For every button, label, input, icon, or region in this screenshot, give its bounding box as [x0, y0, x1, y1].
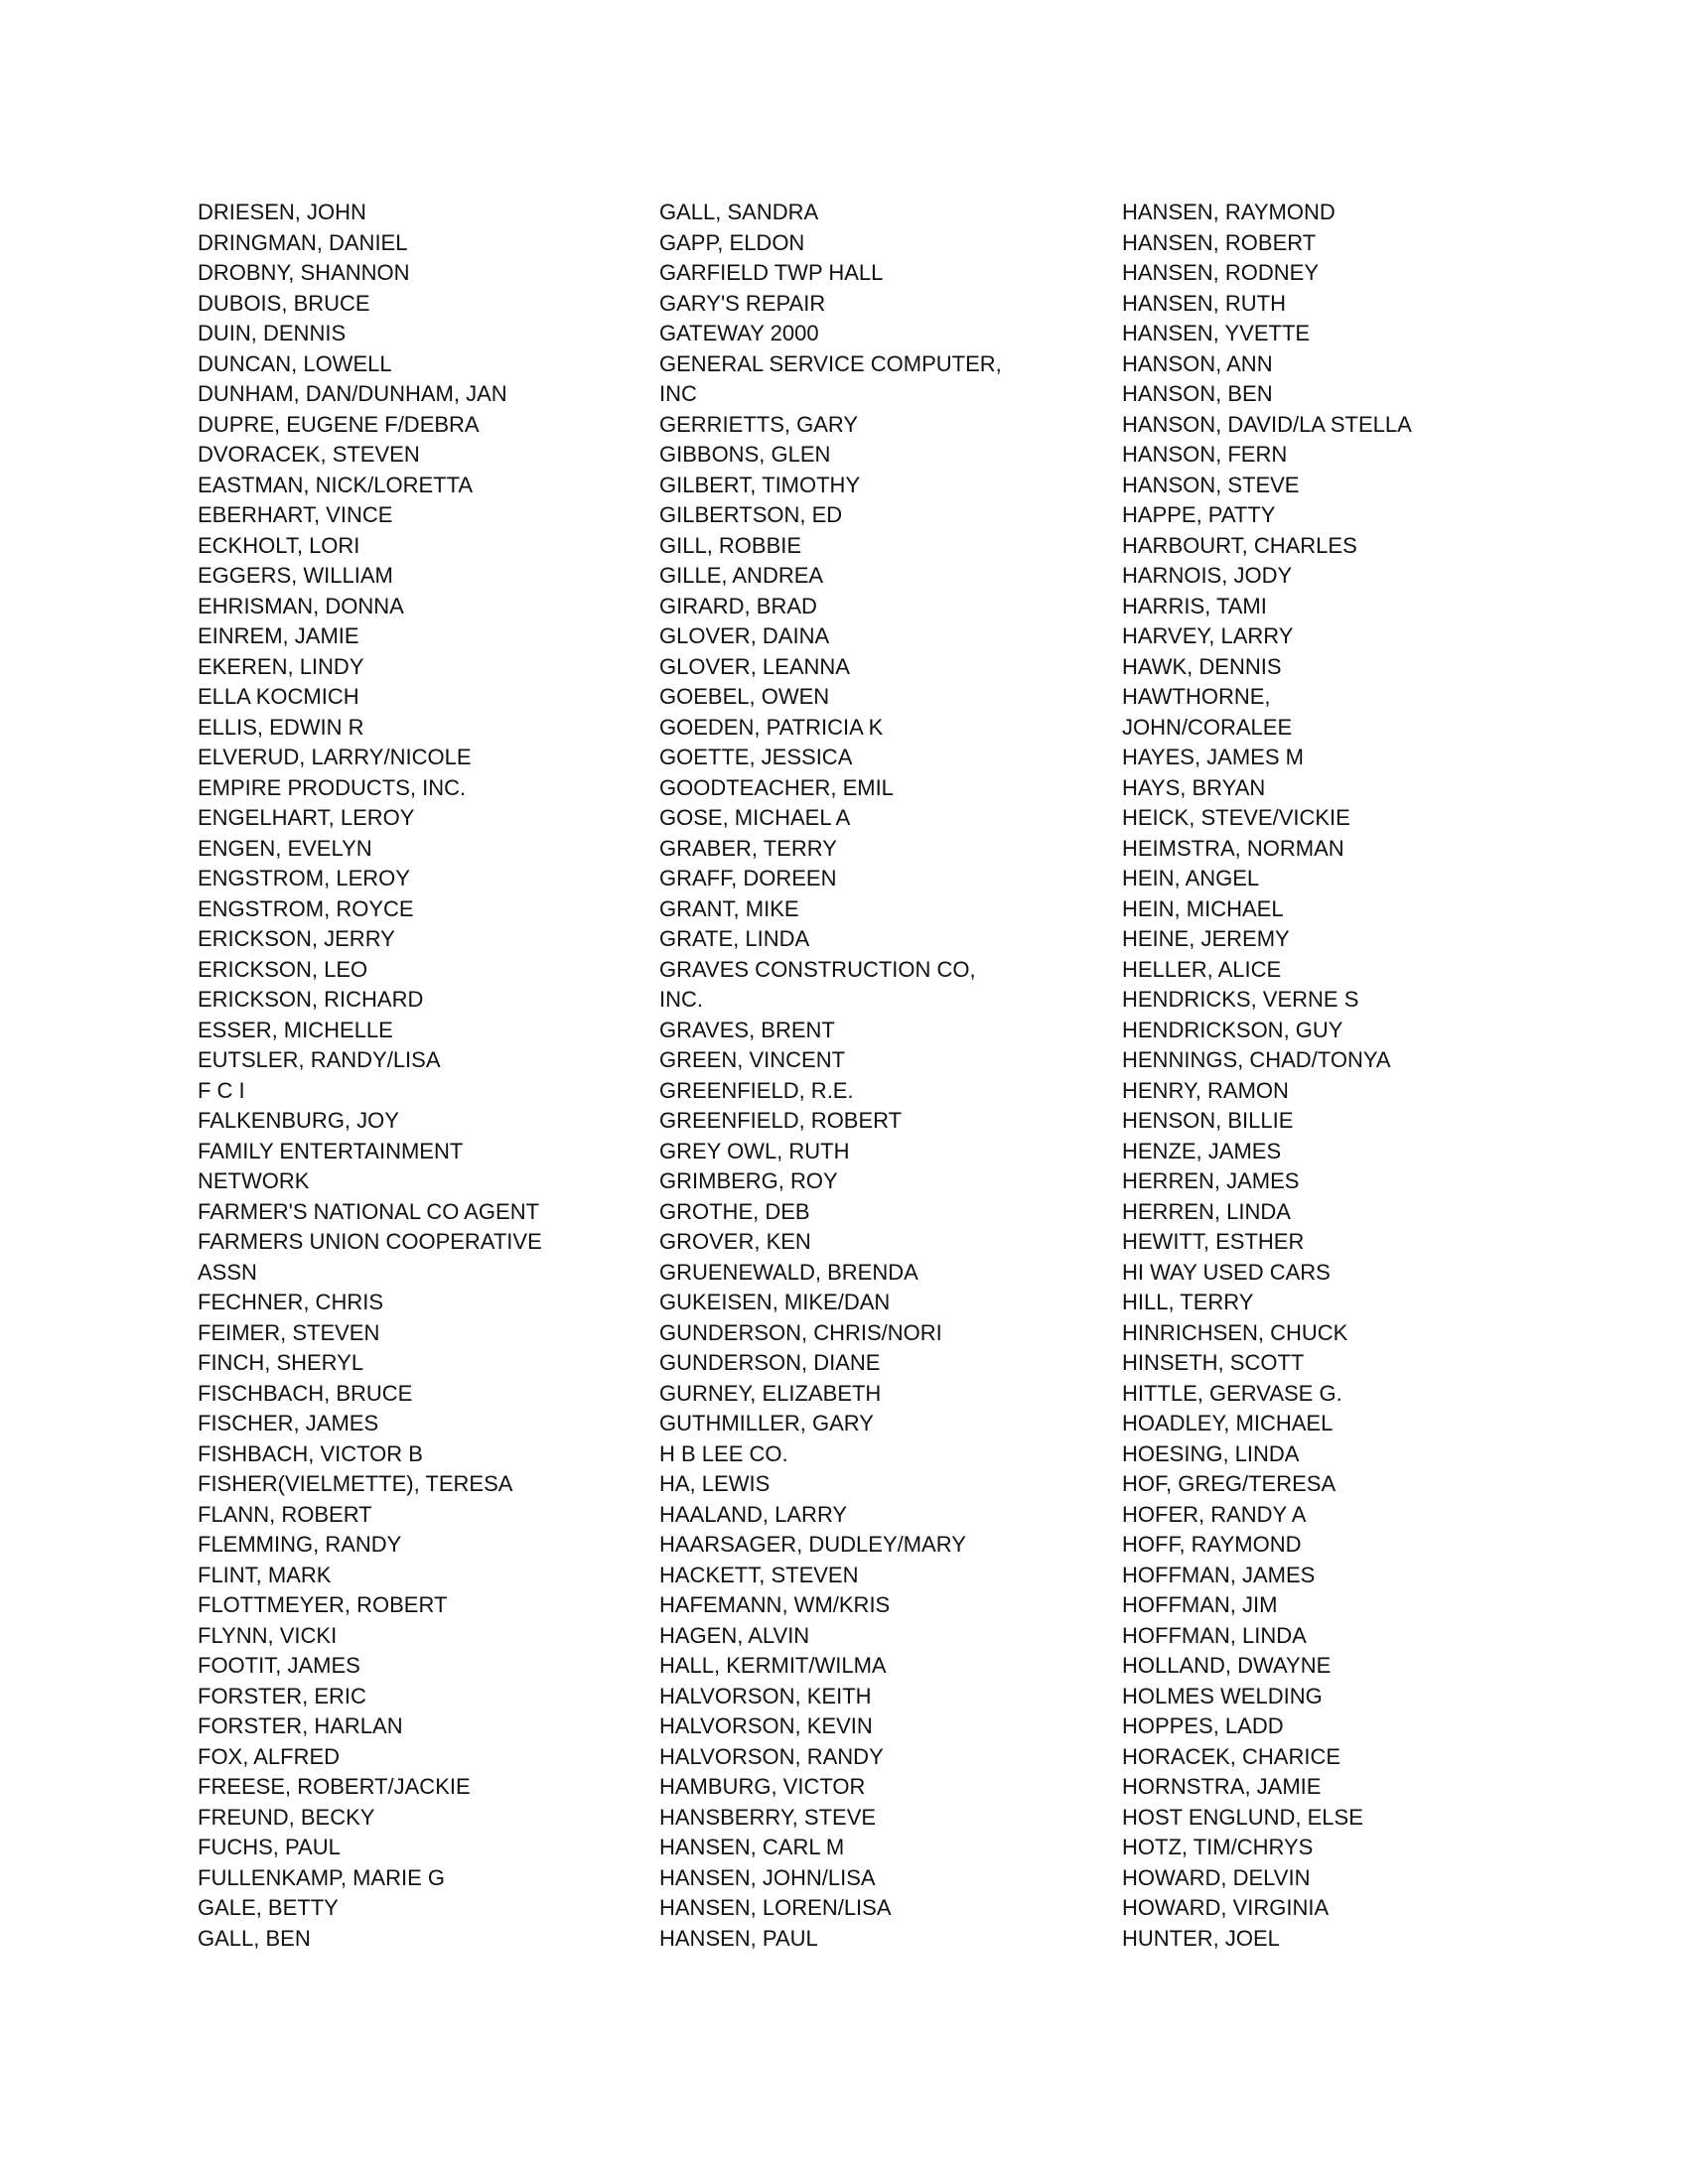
name-entry: GRATE, LINDA	[659, 926, 810, 951]
name-entry: HENNINGS, CHAD/TONYA	[1122, 1047, 1391, 1072]
name-entry: HAWK, DENNIS	[1122, 653, 1282, 679]
name-entry: GOSE, MICHAEL A	[659, 805, 851, 830]
name-entry: FORSTER, ERIC	[198, 1683, 366, 1708]
name-entry: ELVERUD, LARRY/NICOLE	[198, 745, 472, 769]
name-entry: HARBOURT, CHARLES	[1122, 532, 1357, 558]
name-entry: HOLMES WELDING	[1122, 1683, 1323, 1708]
name-entry: FLOTTMEYER, ROBERT	[198, 1592, 448, 1617]
name-entry: HI WAY USED CARS	[1122, 1259, 1331, 1285]
name-entry: HOADLEY, MICHAEL	[1122, 1411, 1334, 1435]
name-entry: HEIMSTRA, NORMAN	[1122, 835, 1344, 861]
name-entry: GILBERT, TIMOTHY	[659, 472, 861, 497]
name-entry: HANSEN, YVETTE	[1122, 321, 1311, 345]
name-entry: ESSER, MICHELLE	[198, 1017, 393, 1042]
name-entry: HAYS, BRYAN	[1122, 774, 1266, 800]
name-entry: GRANT, MIKE	[659, 895, 799, 921]
name-entry: HANSON, BEN	[1122, 381, 1273, 406]
name-column-3	[1122, 198, 1559, 1954]
name-entry: DUBOIS, BRUCE	[198, 290, 370, 316]
name-entry: HORACEK, CHARICE	[1122, 1743, 1341, 1769]
name-entry: GREENFIELD, ROBERT	[659, 1108, 903, 1133]
name-entry: HOWARD, VIRGINIA	[1122, 1895, 1330, 1920]
name-entry: HANSEN, RAYMOND	[1122, 200, 1336, 224]
name-entry: HORNSTRA, JAMIE	[1122, 1774, 1322, 1799]
name-entry: GUTHMILLER, GARY	[659, 1411, 874, 1435]
name-entry: HAALAND, LARRY	[659, 1501, 848, 1527]
name-entry: GOEBEL, OWEN	[659, 684, 830, 709]
name-entry: GILBERTSON, ED	[659, 502, 843, 527]
name-entry: GUNDERSON, DIANE	[659, 1350, 881, 1375]
name-entry: FARMERS UNION COOPERATIVE	[198, 1229, 542, 1254]
name-entry: HA, LEWIS	[659, 1471, 771, 1496]
name-entry: HOPPES, LADD	[1122, 1713, 1284, 1738]
name-entry: INC	[659, 381, 697, 406]
name-entry: HOESING, LINDA	[1122, 1440, 1300, 1466]
name-entry: FISHER(VIELMETTE), TERESA	[198, 1471, 513, 1496]
name-entry: ERICKSON, RICHARD	[198, 987, 424, 1012]
name-entry: HOTZ, TIM/CHRYS	[1122, 1835, 1314, 1859]
name-entry: HALL, KERMIT/WILMA	[659, 1653, 887, 1678]
name-entry: ELLIS, EDWIN R	[198, 714, 364, 740]
name-entry: GARY'S REPAIR	[659, 290, 826, 316]
name-entry: HERREN, LINDA	[1122, 1198, 1291, 1224]
name-entry: GRIMBERG, ROY	[659, 1168, 838, 1193]
name-entry: HENDRICKS, VERNE S	[1122, 987, 1359, 1012]
name-entry: EINREM, JAMIE	[198, 623, 359, 648]
name-entry: HINSETH, SCOTT	[1122, 1350, 1305, 1375]
name-entry: HOWARD, DELVIN	[1122, 1864, 1311, 1890]
name-entry: FOOTIT, JAMES	[198, 1653, 360, 1678]
name-entry: FLYNN, VICKI	[198, 1622, 338, 1648]
name-entry: HEINE, JEREMY	[1122, 926, 1290, 951]
name-entry: GAPP, ELDON	[659, 229, 805, 255]
name-entry: GLOVER, LEANNA	[659, 653, 850, 679]
name-entry: GREENFIELD, R.E.	[659, 1077, 854, 1103]
name-entry: GENERAL SERVICE COMPUTER,	[659, 350, 1002, 376]
name-entry: EUTSLER, RANDY/LISA	[198, 1047, 441, 1072]
name-entry: NETWORK	[198, 1168, 310, 1193]
name-entry: HAPPE, PATTY	[1122, 502, 1276, 527]
name-entry: EMPIRE PRODUCTS, INC.	[198, 774, 467, 800]
name-entry: HARNOIS, JODY	[1122, 563, 1293, 588]
name-entry: INC.	[659, 987, 703, 1012]
name-entry: HENDRICKSON, GUY	[1122, 1017, 1343, 1042]
name-entry: HANSEN, PAUL	[659, 1925, 818, 1951]
name-entry: HOFFMAN, JAMES	[1122, 1562, 1316, 1587]
name-entry: HACKETT, STEVEN	[659, 1562, 859, 1587]
name-entry: GOETTE, JESSICA	[659, 745, 853, 769]
name-entry: ELLA KOCMICH	[198, 684, 359, 709]
name-entry: HOF, GREG/TERESA	[1122, 1471, 1336, 1496]
name-entry: H B LEE CO.	[659, 1440, 788, 1466]
name-entry: GIBBONS, GLEN	[659, 442, 831, 467]
name-entry: ERICKSON, JERRY	[198, 926, 395, 951]
name-entry: EASTMAN, NICK/LORETTA	[198, 472, 474, 497]
name-entry: ENGSTROM, ROYCE	[198, 895, 414, 921]
name-entry: HAGEN, ALVIN	[659, 1622, 810, 1648]
name-entry: GUKEISEN, MIKE/DAN	[659, 1290, 891, 1314]
name-entry: HAARSAGER, DUDLEY/MARY	[659, 1532, 966, 1557]
name-entry: FREUND, BECKY	[198, 1804, 375, 1830]
name-entry: HANSEN, RODNEY	[1122, 260, 1320, 285]
name-entry: JOHN/CORALEE	[1122, 714, 1293, 740]
name-entry: HOLLAND, DWAYNE	[1122, 1653, 1332, 1678]
name-entry: HANSBERRY, STEVE	[659, 1804, 877, 1830]
name-entry: HALVORSON, KEVIN	[659, 1713, 873, 1738]
name-entry: DRIESEN, JOHN	[198, 200, 366, 224]
name-entry: HILL, TERRY	[1122, 1290, 1254, 1314]
name-entry: GALL, BEN	[198, 1925, 311, 1951]
name-column-1	[198, 198, 634, 1954]
name-entry: HOFF, RAYMOND	[1122, 1532, 1302, 1557]
name-entry: DUIN, DENNIS	[198, 321, 347, 345]
name-entry: HANSON, DAVID/LA STELLA	[1122, 411, 1412, 437]
name-entry: HEIN, MICHAEL	[1122, 895, 1284, 921]
name-entry: FOX, ALFRED	[198, 1743, 341, 1769]
name-entry: FREESE, ROBERT/JACKIE	[198, 1774, 471, 1799]
name-entry: HENSON, BILLIE	[1122, 1108, 1294, 1133]
name-entry: GROTHE, DEB	[659, 1198, 810, 1224]
name-entry: FAMILY ENTERTAINMENT	[198, 1138, 464, 1163]
name-entry: FARMER'S NATIONAL CO AGENT	[198, 1198, 540, 1224]
name-entry: FINCH, SHERYL	[198, 1350, 364, 1375]
name-entry: HARRIS, TAMI	[1122, 593, 1267, 618]
name-entry: HAFEMANN, WM/KRIS	[659, 1592, 891, 1617]
name-entry: ERICKSON, LEO	[198, 956, 368, 982]
name-entry: HANSEN, ROBERT	[1122, 229, 1317, 255]
name-entry: FLINT, MARK	[198, 1562, 332, 1587]
name-entry: HEICK, STEVE/VICKIE	[1122, 805, 1350, 830]
name-entry: HAWTHORNE,	[1122, 684, 1271, 709]
name-entry: FALKENBURG, JOY	[198, 1108, 399, 1133]
name-entry: GIRARD, BRAD	[659, 593, 817, 618]
name-entry: HOST ENGLUND, ELSE	[1122, 1804, 1363, 1830]
name-entry: GARFIELD TWP HALL	[659, 260, 884, 285]
name-entry: HOFFMAN, LINDA	[1122, 1622, 1307, 1648]
name-entry: HANSON, FERN	[1122, 442, 1288, 467]
name-entry: GRAFF, DOREEN	[659, 866, 837, 890]
name-entry: HINRICHSEN, CHUCK	[1122, 1319, 1348, 1345]
name-entry: GREY OWL, RUTH	[659, 1138, 850, 1163]
name-entry: GURNEY, ELIZABETH	[659, 1380, 882, 1406]
name-entry: HALVORSON, RANDY	[659, 1743, 884, 1769]
name-entry: DUPRE, EUGENE F/DEBRA	[198, 411, 480, 437]
name-entry: EGGERS, WILLIAM	[198, 563, 393, 588]
name-entry: FLEMMING, RANDY	[198, 1532, 402, 1557]
name-entry: ENGELHART, LEROY	[198, 805, 415, 830]
name-entry: EHRISMAN, DONNA	[198, 593, 404, 618]
name-entry: HENRY, RAMON	[1122, 1077, 1289, 1103]
name-entry: HAMBURG, VICTOR	[659, 1774, 866, 1799]
name-entry: FULLENKAMP, MARIE G	[198, 1864, 445, 1890]
name-entry: DVORACEK, STEVEN	[198, 442, 420, 467]
name-entry: HANSEN, LOREN/LISA	[659, 1895, 892, 1920]
name-entry: HARVEY, LARRY	[1122, 623, 1294, 648]
name-entry: ECKHOLT, LORI	[198, 532, 360, 558]
name-entry: GILL, ROBBIE	[659, 532, 802, 558]
name-entry: HANSON, ANN	[1122, 350, 1273, 376]
name-entry: HITTLE, GERVASE G.	[1122, 1380, 1342, 1406]
name-entry: FEIMER, STEVEN	[198, 1319, 380, 1345]
name-entry: F C I	[198, 1077, 245, 1103]
name-entry: GUNDERSON, CHRIS/NORI	[659, 1319, 942, 1345]
name-entry: HANSEN, CARL M	[659, 1835, 845, 1859]
name-entry: EBERHART, VINCE	[198, 502, 393, 527]
name-entry: FISCHER, JAMES	[198, 1411, 379, 1435]
name-entry: GRUENEWALD, BRENDA	[659, 1259, 918, 1285]
name-entry: DROBNY, SHANNON	[198, 260, 410, 285]
name-entry: FECHNER, CHRIS	[198, 1290, 384, 1314]
name-entry: GRAVES CONSTRUCTION CO,	[659, 956, 976, 982]
name-entry: ASSN	[198, 1259, 257, 1285]
name-entry: GROVER, KEN	[659, 1229, 811, 1254]
name-entry: GERRIETTS, GARY	[659, 411, 859, 437]
name-entry: ENGEN, EVELYN	[198, 835, 372, 861]
name-entry: FISCHBACH, BRUCE	[198, 1380, 413, 1406]
name-entry: GLOVER, DAINA	[659, 623, 830, 648]
name-entry: FLANN, ROBERT	[198, 1501, 372, 1527]
name-entry: HENZE, JAMES	[1122, 1138, 1282, 1163]
name-entry: GATEWAY 2000	[659, 321, 819, 345]
name-entry: GRABER, TERRY	[659, 835, 837, 861]
name-entry: GOODTEACHER, EMIL	[659, 774, 894, 800]
name-entry: HUNTER, JOEL	[1122, 1925, 1280, 1951]
name-entry: GREEN, VINCENT	[659, 1047, 846, 1072]
name-entry: DUNCAN, LOWELL	[198, 350, 392, 376]
name-entry: HANSON, STEVE	[1122, 472, 1300, 497]
name-entry: GOEDEN, PATRICIA K	[659, 714, 884, 740]
name-entry: DRINGMAN, DANIEL	[198, 229, 408, 255]
name-entry: FORSTER, HARLAN	[198, 1713, 403, 1738]
name-entry: HEWITT, ESTHER	[1122, 1229, 1305, 1254]
name-entry: HOFER, RANDY A	[1122, 1501, 1307, 1527]
name-entry: GALL, SANDRA	[659, 200, 819, 224]
name-entry: HEIN, ANGEL	[1122, 866, 1260, 890]
name-entry: HERREN, JAMES	[1122, 1168, 1300, 1193]
name-entry: HANSEN, RUTH	[1122, 290, 1287, 316]
name-entry: EKEREN, LINDY	[198, 653, 364, 679]
name-entry: HAYES, JAMES M	[1122, 745, 1304, 769]
name-column-2	[659, 198, 1096, 1954]
name-entry: HANSEN, JOHN/LISA	[659, 1864, 876, 1890]
name-entry: DUNHAM, DAN/DUNHAM, JAN	[198, 381, 507, 406]
name-entry: HOFFMAN, JIM	[1122, 1592, 1278, 1617]
name-entry: GILLE, ANDREA	[659, 563, 824, 588]
name-entry: GALE, BETTY	[198, 1895, 339, 1920]
name-entry: HELLER, ALICE	[1122, 956, 1282, 982]
name-entry: FUCHS, PAUL	[198, 1835, 341, 1859]
name-entry: HALVORSON, KEITH	[659, 1683, 872, 1708]
name-entry: ENGSTROM, LEROY	[198, 866, 410, 890]
name-entry: GRAVES, BRENT	[659, 1017, 835, 1042]
name-entry: FISHBACH, VICTOR B	[198, 1440, 423, 1466]
